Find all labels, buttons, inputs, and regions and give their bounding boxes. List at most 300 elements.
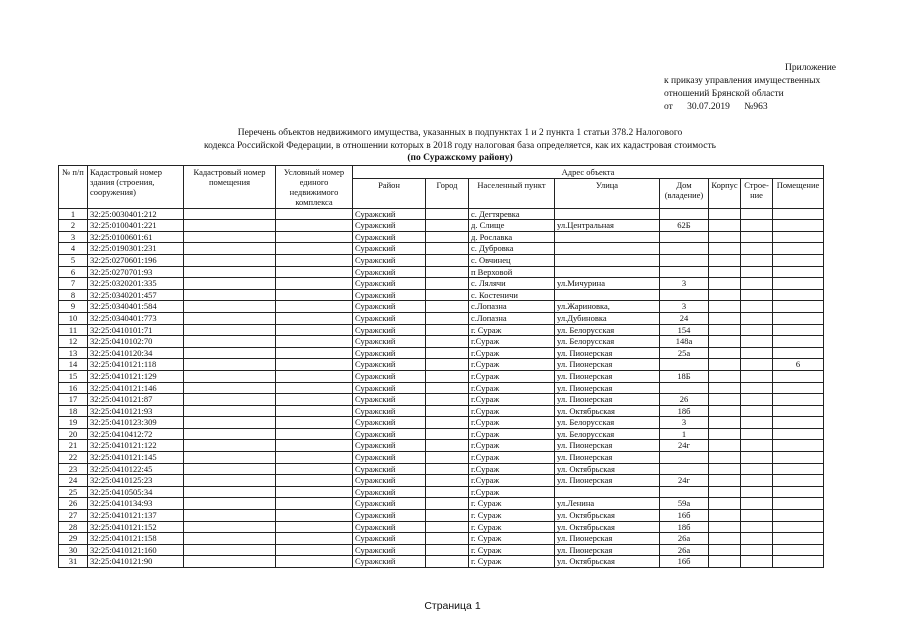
room-cell: [773, 208, 824, 220]
complex-number: [276, 463, 353, 475]
room-cell: 6: [773, 359, 824, 371]
row-number: 30: [59, 544, 88, 556]
room-cell: [773, 231, 824, 243]
row-number: 8: [59, 289, 88, 301]
row-number: 2: [59, 220, 88, 232]
row-number: 21: [59, 440, 88, 452]
cadastral-number: 32:25:0410121:129: [88, 370, 184, 382]
row-number: 31: [59, 556, 88, 568]
cadastral-number: 32:25:0320201:335: [88, 278, 184, 290]
room-cell: [773, 521, 824, 533]
street-cell: ул. Белорусская: [555, 336, 660, 348]
building-cell: [709, 208, 741, 220]
house-cell: 16б: [660, 556, 709, 568]
col-header-structure: Строе-ние: [741, 178, 773, 208]
city-cell: [426, 301, 469, 313]
house-cell: [660, 266, 709, 278]
complex-number: [276, 359, 353, 371]
settlement-cell: г. Сураж: [469, 533, 555, 545]
city-cell: [426, 289, 469, 301]
heading-district: (по Суражскому району): [407, 153, 513, 163]
settlement-cell: г. Сураж: [469, 544, 555, 556]
city-cell: [426, 278, 469, 290]
city-cell: [426, 544, 469, 556]
table-row: [59, 463, 824, 475]
settlement-cell: г.Сураж: [469, 394, 555, 406]
premises-cadastral: [184, 359, 276, 371]
building-cell: [709, 231, 741, 243]
room-cell: [773, 452, 824, 464]
cadastral-number: 32:25:0190301:231: [88, 243, 184, 255]
settlement-cell: с. Дегтяревка: [469, 208, 555, 220]
building-cell: [709, 312, 741, 324]
complex-number: [276, 289, 353, 301]
heading-line-1: Перечень объектов недвижимого имущества, указанных в подпунктах 1 и 2 пункта 1 статьи 378.2 Налогового: [237, 128, 683, 138]
property-table: [58, 165, 824, 568]
structure-cell: [741, 347, 773, 359]
cadastral-number: 32:25:0410134:93: [88, 498, 184, 510]
structure-cell: [741, 254, 773, 266]
complex-number: [276, 312, 353, 324]
complex-number: [276, 475, 353, 487]
premises-cadastral: [184, 533, 276, 545]
building-cell: [709, 370, 741, 382]
settlement-cell: г.Сураж: [469, 486, 555, 498]
cadastral-number: 32:25:0410121:160: [88, 544, 184, 556]
table-row: [59, 417, 824, 429]
table-row: [59, 370, 824, 382]
street-cell: [555, 231, 660, 243]
room-cell: [773, 382, 824, 394]
street-cell: ул.Дубиновка: [555, 312, 660, 324]
house-cell: [660, 359, 709, 371]
structure-cell: [741, 440, 773, 452]
district-cell: Суражский: [353, 556, 426, 568]
appendix-date-line: [664, 101, 836, 114]
district-cell: Суражский: [353, 440, 426, 452]
district-cell: Суражский: [353, 405, 426, 417]
settlement-cell: д. Слище: [469, 220, 555, 232]
street-cell: ул. Октябрьская: [555, 521, 660, 533]
room-cell: [773, 254, 824, 266]
order-date: 30.07.2019: [687, 102, 730, 112]
city-cell: [426, 428, 469, 440]
house-cell: [660, 452, 709, 464]
district-cell: Суражский: [353, 475, 426, 487]
table-row: [59, 220, 824, 232]
col-header-address: Адрес объекта: [353, 166, 824, 179]
premises-cadastral: [184, 394, 276, 406]
cadastral-number: 32:25:0410121:146: [88, 382, 184, 394]
complex-number: [276, 544, 353, 556]
district-cell: Суражский: [353, 498, 426, 510]
house-cell: 26а: [660, 533, 709, 545]
room-cell: [773, 301, 824, 313]
col-header-city: Город: [426, 178, 469, 208]
house-cell: 24г: [660, 475, 709, 487]
building-cell: [709, 428, 741, 440]
premises-cadastral: [184, 312, 276, 324]
building-cell: [709, 556, 741, 568]
structure-cell: [741, 463, 773, 475]
street-cell: ул. Пионерская: [555, 347, 660, 359]
cadastral-number: 32:25:0270701:93: [88, 266, 184, 278]
complex-number: [276, 220, 353, 232]
complex-number: [276, 556, 353, 568]
cadastral-number: 32:25:0410122:45: [88, 463, 184, 475]
complex-number: [276, 510, 353, 522]
col-header-num: № п/п: [59, 166, 88, 209]
col-header-complex: Условный номер единого недвижимого комплекса: [276, 166, 353, 209]
row-number: 25: [59, 486, 88, 498]
district-cell: Суражский: [353, 254, 426, 266]
settlement-cell: г.Сураж: [469, 417, 555, 429]
district-cell: Суражский: [353, 266, 426, 278]
building-cell: [709, 266, 741, 278]
street-cell: ул. Пионерская: [555, 394, 660, 406]
house-cell: 26: [660, 394, 709, 406]
complex-number: [276, 452, 353, 464]
house-cell: 26а: [660, 544, 709, 556]
complex-number: [276, 336, 353, 348]
city-cell: [426, 220, 469, 232]
appendix-line-2: отношений Брянской области: [664, 89, 784, 99]
house-cell: 3: [660, 278, 709, 290]
city-cell: [426, 498, 469, 510]
structure-cell: [741, 208, 773, 220]
premises-cadastral: [184, 347, 276, 359]
street-cell: [555, 289, 660, 301]
premises-cadastral: [184, 324, 276, 336]
building-cell: [709, 405, 741, 417]
table-row: [59, 428, 824, 440]
cadastral-number: 32:25:0340201:457: [88, 289, 184, 301]
premises-cadastral: [184, 428, 276, 440]
row-number: 3: [59, 231, 88, 243]
settlement-cell: с. Дубровка: [469, 243, 555, 255]
structure-cell: [741, 510, 773, 522]
row-number: 15: [59, 370, 88, 382]
settlement-cell: с. Лялячи: [469, 278, 555, 290]
table-row: [59, 243, 824, 255]
settlement-cell: г.Сураж: [469, 336, 555, 348]
house-cell: 24: [660, 312, 709, 324]
premises-cadastral: [184, 370, 276, 382]
city-cell: [426, 231, 469, 243]
house-cell: [660, 382, 709, 394]
table-row: [59, 486, 824, 498]
city-cell: [426, 405, 469, 417]
room-cell: [773, 428, 824, 440]
col-header-district: Район: [353, 178, 426, 208]
house-cell: 154: [660, 324, 709, 336]
building-cell: [709, 220, 741, 232]
city-cell: [426, 243, 469, 255]
house-cell: 25а: [660, 347, 709, 359]
district-cell: Суражский: [353, 359, 426, 371]
premises-cadastral: [184, 231, 276, 243]
premises-cadastral: [184, 254, 276, 266]
structure-cell: [741, 370, 773, 382]
document-heading: [160, 127, 760, 165]
cadastral-number: 32:25:0410121:122: [88, 440, 184, 452]
street-cell: [555, 208, 660, 220]
table-body: [59, 208, 824, 567]
table-row: [59, 498, 824, 510]
district-cell: Суражский: [353, 312, 426, 324]
table-row: [59, 544, 824, 556]
district-cell: Суражский: [353, 428, 426, 440]
district-cell: Суражский: [353, 544, 426, 556]
city-cell: [426, 510, 469, 522]
street-cell: [555, 254, 660, 266]
structure-cell: [741, 417, 773, 429]
district-cell: Суражский: [353, 463, 426, 475]
street-cell: ул. Октябрьская: [555, 510, 660, 522]
settlement-cell: г.Сураж: [469, 359, 555, 371]
structure-cell: [741, 324, 773, 336]
structure-cell: [741, 243, 773, 255]
row-number: 27: [59, 510, 88, 522]
complex-number: [276, 231, 353, 243]
row-number: 16: [59, 382, 88, 394]
building-cell: [709, 243, 741, 255]
col-header-room: Помещение: [773, 178, 824, 208]
district-cell: Суражский: [353, 510, 426, 522]
row-number: 28: [59, 521, 88, 533]
district-cell: Суражский: [353, 243, 426, 255]
complex-number: [276, 324, 353, 336]
structure-cell: [741, 289, 773, 301]
complex-number: [276, 428, 353, 440]
complex-number: [276, 243, 353, 255]
premises-cadastral: [184, 266, 276, 278]
table-row: [59, 231, 824, 243]
settlement-cell: г.Сураж: [469, 475, 555, 487]
city-cell: [426, 254, 469, 266]
city-cell: [426, 370, 469, 382]
room-cell: [773, 370, 824, 382]
district-cell: Суражский: [353, 370, 426, 382]
structure-cell: [741, 231, 773, 243]
city-cell: [426, 324, 469, 336]
city-cell: [426, 359, 469, 371]
building-cell: [709, 336, 741, 348]
room-cell: [773, 475, 824, 487]
city-cell: [426, 347, 469, 359]
street-cell: ул. Белорусская: [555, 324, 660, 336]
street-cell: ул. Пионерская: [555, 544, 660, 556]
house-cell: [660, 208, 709, 220]
cadastral-number: 32:25:0340401:773: [88, 312, 184, 324]
premises-cadastral: [184, 301, 276, 313]
structure-cell: [741, 382, 773, 394]
complex-number: [276, 521, 353, 533]
structure-cell: [741, 394, 773, 406]
street-cell: ул. Пионерская: [555, 475, 660, 487]
room-cell: [773, 220, 824, 232]
cadastral-number: 32:25:0030401:212: [88, 208, 184, 220]
structure-cell: [741, 405, 773, 417]
settlement-cell: с.Лопазна: [469, 312, 555, 324]
city-cell: [426, 208, 469, 220]
col-header-settlement: Населенный пункт: [469, 178, 555, 208]
premises-cadastral: [184, 220, 276, 232]
city-cell: [426, 336, 469, 348]
complex-number: [276, 486, 353, 498]
premises-cadastral: [184, 382, 276, 394]
structure-cell: [741, 428, 773, 440]
city-cell: [426, 475, 469, 487]
settlement-cell: п Верховой: [469, 266, 555, 278]
row-number: 14: [59, 359, 88, 371]
structure-cell: [741, 278, 773, 290]
house-cell: 148а: [660, 336, 709, 348]
table-row: [59, 475, 824, 487]
appendix-line-1: к приказу управления имущественных: [664, 76, 821, 86]
row-number: 23: [59, 463, 88, 475]
complex-number: [276, 417, 353, 429]
district-cell: Суражский: [353, 324, 426, 336]
city-cell: [426, 556, 469, 568]
complex-number: [276, 394, 353, 406]
table-row: [59, 301, 824, 313]
settlement-cell: г.Сураж: [469, 463, 555, 475]
structure-cell: [741, 556, 773, 568]
cadastral-number: 32:25:0410102:70: [88, 336, 184, 348]
street-cell: ул.Центральная: [555, 220, 660, 232]
district-cell: Суражский: [353, 533, 426, 545]
order-number: №963: [744, 102, 768, 112]
premises-cadastral: [184, 521, 276, 533]
structure-cell: [741, 533, 773, 545]
street-cell: [555, 243, 660, 255]
table-row: [59, 336, 824, 348]
house-cell: 3: [660, 417, 709, 429]
settlement-cell: г. Сураж: [469, 510, 555, 522]
settlement-cell: г. Сураж: [469, 556, 555, 568]
table-row: [59, 278, 824, 290]
house-cell: 18б: [660, 405, 709, 417]
complex-number: [276, 301, 353, 313]
cadastral-number: 32:25:0410121:87: [88, 394, 184, 406]
cadastral-number: 32:25:0270601:196: [88, 254, 184, 266]
building-cell: [709, 324, 741, 336]
room-cell: [773, 486, 824, 498]
room-cell: [773, 243, 824, 255]
district-cell: Суражский: [353, 301, 426, 313]
cadastral-number: 32:25:0410121:137: [88, 510, 184, 522]
table-row: [59, 521, 824, 533]
room-cell: [773, 417, 824, 429]
city-cell: [426, 440, 469, 452]
street-cell: ул. Пионерская: [555, 440, 660, 452]
cadastral-number: 32:25:0340401:584: [88, 301, 184, 313]
city-cell: [426, 521, 469, 533]
settlement-cell: г.Сураж: [469, 452, 555, 464]
district-cell: Суражский: [353, 208, 426, 220]
row-number: 26: [59, 498, 88, 510]
row-number: 12: [59, 336, 88, 348]
house-cell: 18б: [660, 521, 709, 533]
col-header-building: Корпус: [709, 178, 741, 208]
city-cell: [426, 312, 469, 324]
cadastral-number: 32:25:0410121:152: [88, 521, 184, 533]
building-cell: [709, 417, 741, 429]
room-cell: [773, 394, 824, 406]
settlement-cell: г.Сураж: [469, 347, 555, 359]
cadastral-number: 32:25:0410121:158: [88, 533, 184, 545]
house-cell: 62Б: [660, 220, 709, 232]
structure-cell: [741, 336, 773, 348]
table-row: [59, 533, 824, 545]
premises-cadastral: [184, 208, 276, 220]
row-number: 13: [59, 347, 88, 359]
row-number: 11: [59, 324, 88, 336]
settlement-cell: с. Овчинец: [469, 254, 555, 266]
cadastral-number: 32:25:0410121:145: [88, 452, 184, 464]
col-header-house: Дом (владение): [660, 178, 709, 208]
premises-cadastral: [184, 289, 276, 301]
header-row-top: [59, 166, 824, 179]
room-cell: [773, 463, 824, 475]
complex-number: [276, 498, 353, 510]
city-cell: [426, 266, 469, 278]
row-number: 29: [59, 533, 88, 545]
house-cell: 16б: [660, 510, 709, 522]
street-cell: ул. Пионерская: [555, 452, 660, 464]
street-cell: ул. Белорусская: [555, 428, 660, 440]
house-cell: 3: [660, 301, 709, 313]
appendix-title: Приложение: [785, 63, 836, 73]
room-cell: [773, 289, 824, 301]
street-cell: ул. Октябрьская: [555, 556, 660, 568]
settlement-cell: г. Сураж: [469, 324, 555, 336]
complex-number: [276, 440, 353, 452]
district-cell: Суражский: [353, 452, 426, 464]
structure-cell: [741, 359, 773, 371]
table-row: [59, 510, 824, 522]
structure-cell: [741, 544, 773, 556]
building-cell: [709, 254, 741, 266]
street-cell: ул. Пионерская: [555, 370, 660, 382]
building-cell: [709, 359, 741, 371]
building-cell: [709, 394, 741, 406]
table-row: [59, 254, 824, 266]
city-cell: [426, 394, 469, 406]
building-cell: [709, 510, 741, 522]
complex-number: [276, 266, 353, 278]
structure-cell: [741, 486, 773, 498]
settlement-cell: с.Лопазна: [469, 301, 555, 313]
street-cell: ул. Пионерская: [555, 359, 660, 371]
house-cell: 1: [660, 428, 709, 440]
settlement-cell: г.Сураж: [469, 440, 555, 452]
complex-number: [276, 254, 353, 266]
complex-number: [276, 278, 353, 290]
room-cell: [773, 533, 824, 545]
complex-number: [276, 370, 353, 382]
district-cell: Суражский: [353, 336, 426, 348]
cadastral-number: 32:25:0410121:118: [88, 359, 184, 371]
settlement-cell: г.Сураж: [469, 428, 555, 440]
heading-line-2: кодекса Российской Федерации, в отношении которых в 2018 году налоговая база определяется, как их кадастровая стоимость: [204, 140, 716, 151]
room-cell: [773, 510, 824, 522]
building-cell: [709, 544, 741, 556]
cadastral-number: 32:25:0100601:61: [88, 231, 184, 243]
room-cell: [773, 544, 824, 556]
appendix-block: [664, 62, 836, 114]
